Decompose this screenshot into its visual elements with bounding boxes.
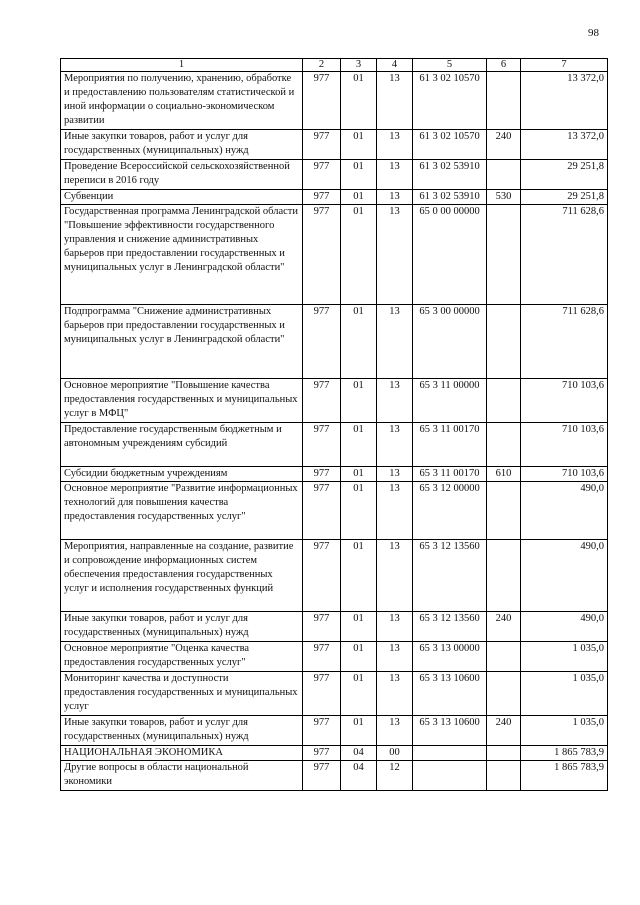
row-ministry: 977 [303, 130, 341, 160]
row-subsection: 13 [377, 467, 413, 482]
row-ministry: 977 [303, 482, 341, 540]
row-expense-type [487, 160, 521, 190]
row-name: Государственная программа Ленинградской области "Повышение эффективности государственного управления и снижение административных барьеров при предоставлении государственных и муниципальных услуг в Ленинградской области" [61, 205, 303, 305]
row-subsection: 12 [377, 761, 413, 791]
row-section: 01 [341, 305, 377, 379]
row-name: Предоставление государственным бюджетным и автономным учреждениям субсидий [61, 423, 303, 467]
row-target: 65 0 00 00000 [413, 205, 487, 305]
row-ministry: 977 [303, 716, 341, 746]
table-row [61, 761, 608, 791]
budget-table [60, 58, 608, 791]
row-expense-type [487, 423, 521, 467]
row-expense-type [487, 642, 521, 672]
row-subsection: 13 [377, 540, 413, 612]
row-section: 01 [341, 72, 377, 130]
table-row [61, 305, 608, 379]
table-row [61, 612, 608, 642]
row-ministry: 977 [303, 540, 341, 612]
row-amount: 711 628,6 [521, 305, 608, 379]
row-target: 65 3 11 00170 [413, 423, 487, 467]
column-header: 4 [377, 59, 413, 72]
column-header: 3 [341, 59, 377, 72]
row-section: 04 [341, 761, 377, 791]
table-row [61, 190, 608, 205]
row-expense-type [487, 482, 521, 540]
row-name: Иные закупки товаров, работ и услуг для государственных (муниципальных) нужд [61, 716, 303, 746]
row-section: 01 [341, 205, 377, 305]
table-row [61, 130, 608, 160]
row-target: 65 3 13 10600 [413, 672, 487, 716]
table-row [61, 482, 608, 540]
row-expense-type: 240 [487, 130, 521, 160]
row-ministry: 977 [303, 305, 341, 379]
row-section: 01 [341, 716, 377, 746]
header-row [61, 59, 608, 72]
row-section: 01 [341, 612, 377, 642]
row-section: 01 [341, 190, 377, 205]
row-expense-type: 240 [487, 716, 521, 746]
table-row [61, 205, 608, 305]
row-section: 01 [341, 642, 377, 672]
row-expense-type [487, 746, 521, 761]
row-section: 01 [341, 160, 377, 190]
row-amount: 13 372,0 [521, 72, 608, 130]
row-target [413, 761, 487, 791]
row-subsection: 13 [377, 379, 413, 423]
row-name: Основное мероприятие "Повышение качества предоставления государственных и муниципальных услуг в МФЦ" [61, 379, 303, 423]
row-section: 04 [341, 746, 377, 761]
row-name: Субвенции [61, 190, 303, 205]
row-name: Основное мероприятие "Оценка качества предоставления государственных услуг" [61, 642, 303, 672]
row-amount: 711 628,6 [521, 205, 608, 305]
row-amount: 29 251,8 [521, 160, 608, 190]
row-amount: 1 035,0 [521, 672, 608, 716]
row-name: Иные закупки товаров, работ и услуг для государственных (муниципальных) нужд [61, 130, 303, 160]
row-subsection: 13 [377, 205, 413, 305]
row-expense-type [487, 540, 521, 612]
row-ministry: 977 [303, 761, 341, 791]
table-row [61, 72, 608, 130]
row-subsection: 13 [377, 190, 413, 205]
row-subsection: 13 [377, 72, 413, 130]
row-name: Мероприятия по получению, хранению, обработке и предоставлению пользователям статистической и иной информации о социально-экономическом развитии [61, 72, 303, 130]
row-subsection: 13 [377, 716, 413, 746]
row-target: 65 3 12 13560 [413, 540, 487, 612]
row-name: Подпрограмма "Снижение административных барьеров при предоставлении государственных и муниципальных услуг в Ленинградской области" [61, 305, 303, 379]
row-amount: 13 372,0 [521, 130, 608, 160]
row-name: Основное мероприятие "Развитие информационных технологий для повышения качества предоставления государственных услуг" [61, 482, 303, 540]
row-subsection: 00 [377, 746, 413, 761]
row-subsection: 13 [377, 642, 413, 672]
row-expense-type [487, 72, 521, 130]
row-name: Иные закупки товаров, работ и услуг для государственных (муниципальных) нужд [61, 612, 303, 642]
row-expense-type: 240 [487, 612, 521, 642]
row-section: 01 [341, 672, 377, 716]
row-section: 01 [341, 482, 377, 540]
row-ministry: 977 [303, 672, 341, 716]
row-ministry: 977 [303, 160, 341, 190]
row-target: 65 3 13 00000 [413, 642, 487, 672]
row-ministry: 977 [303, 190, 341, 205]
row-subsection: 13 [377, 612, 413, 642]
row-amount: 710 103,6 [521, 423, 608, 467]
row-name: Субсидии бюджетным учреждениям [61, 467, 303, 482]
table-row [61, 467, 608, 482]
row-ministry: 977 [303, 379, 341, 423]
row-target [413, 746, 487, 761]
row-target: 61 3 02 10570 [413, 130, 487, 160]
row-expense-type [487, 761, 521, 791]
row-target: 65 3 12 13560 [413, 612, 487, 642]
row-target: 61 3 02 10570 [413, 72, 487, 130]
row-subsection: 13 [377, 130, 413, 160]
row-ministry: 977 [303, 467, 341, 482]
row-target: 61 3 02 53910 [413, 190, 487, 205]
table-row [61, 672, 608, 716]
table-row [61, 540, 608, 612]
row-amount: 1 865 783,9 [521, 761, 608, 791]
table-row [61, 746, 608, 761]
row-amount: 710 103,6 [521, 467, 608, 482]
row-target: 61 3 02 53910 [413, 160, 487, 190]
row-amount: 710 103,6 [521, 379, 608, 423]
row-expense-type [487, 379, 521, 423]
row-expense-type [487, 672, 521, 716]
row-subsection: 13 [377, 423, 413, 467]
column-header: 1 [61, 59, 303, 72]
row-amount: 1 035,0 [521, 716, 608, 746]
row-section: 01 [341, 423, 377, 467]
column-header: 7 [521, 59, 608, 72]
row-amount: 29 251,8 [521, 190, 608, 205]
column-header: 5 [413, 59, 487, 72]
row-ministry: 977 [303, 642, 341, 672]
row-name: Другие вопросы в области национальной экономики [61, 761, 303, 791]
row-amount: 1 035,0 [521, 642, 608, 672]
page-number: 98 [588, 27, 599, 39]
row-ministry: 977 [303, 423, 341, 467]
row-amount: 490,0 [521, 482, 608, 540]
row-expense-type [487, 205, 521, 305]
row-target: 65 3 11 00170 [413, 467, 487, 482]
row-section: 01 [341, 379, 377, 423]
table-row [61, 716, 608, 746]
row-target: 65 3 00 00000 [413, 305, 487, 379]
row-ministry: 977 [303, 746, 341, 761]
row-section: 01 [341, 130, 377, 160]
row-ministry: 977 [303, 72, 341, 130]
row-ministry: 977 [303, 612, 341, 642]
row-target: 65 3 12 00000 [413, 482, 487, 540]
row-subsection: 13 [377, 482, 413, 540]
row-ministry: 977 [303, 205, 341, 305]
column-header: 6 [487, 59, 521, 72]
row-amount: 490,0 [521, 612, 608, 642]
row-amount: 490,0 [521, 540, 608, 612]
row-expense-type: 610 [487, 467, 521, 482]
row-name: Мониторинг качества и доступности предоставления государственных и муниципальных услуг [61, 672, 303, 716]
column-header: 2 [303, 59, 341, 72]
row-name: НАЦИОНАЛЬНАЯ ЭКОНОМИКА [61, 746, 303, 761]
row-name: Мероприятия, направленные на создание, развитие и сопровождение информационных систем обеспечения предоставления государственных услуг и исполнения государственных функций [61, 540, 303, 612]
row-target: 65 3 13 10600 [413, 716, 487, 746]
table-row [61, 160, 608, 190]
row-amount: 1 865 783,9 [521, 746, 608, 761]
row-section: 01 [341, 540, 377, 612]
table-row [61, 379, 608, 423]
row-section: 01 [341, 467, 377, 482]
row-name: Проведение Всероссийской сельскохозяйственной переписи в 2016 году [61, 160, 303, 190]
row-subsection: 13 [377, 672, 413, 716]
row-subsection: 13 [377, 160, 413, 190]
row-expense-type: 530 [487, 190, 521, 205]
row-target: 65 3 11 00000 [413, 379, 487, 423]
table-row [61, 642, 608, 672]
row-subsection: 13 [377, 305, 413, 379]
table-row [61, 423, 608, 467]
row-expense-type [487, 305, 521, 379]
